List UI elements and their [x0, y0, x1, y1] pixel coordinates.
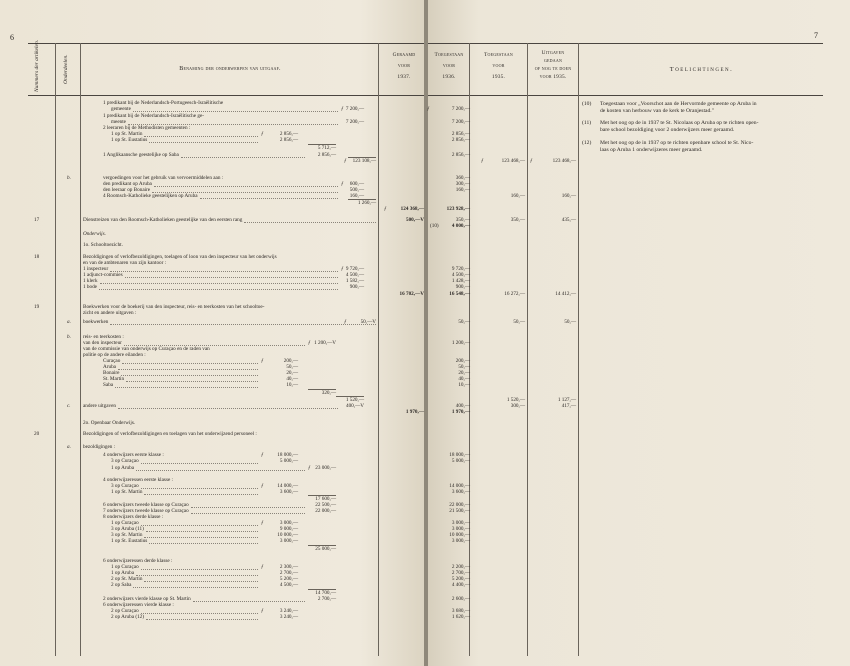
amount: 3 000,— — [451, 526, 470, 532]
leader-dots — [141, 613, 258, 614]
header-subject: Benaming der onderwerpen van uitgaaf. — [179, 66, 281, 72]
header-line: Geraamd — [392, 52, 416, 58]
sub-part-letter: c. — [67, 403, 71, 409]
amount: 1 520,— — [506, 397, 525, 403]
row-label: Curaçao — [103, 358, 121, 364]
row-label: 1 op St. Eustatius — [111, 137, 148, 143]
amount: 22 000,— — [315, 508, 336, 514]
amount: 10 000,— — [277, 532, 298, 538]
row-label: 3 op Curaçao — [111, 483, 139, 489]
header-line: voor — [397, 63, 411, 69]
leader-dots — [181, 157, 305, 158]
row-label: 1 Anglikaansche geestelijke op Saba — [103, 152, 179, 158]
currency-symbol: ƒ — [341, 106, 344, 112]
leader-dots — [110, 271, 338, 272]
col-rule — [578, 43, 579, 656]
row-label: 3 op Aruba (11) — [111, 526, 144, 532]
amount: 7 200,— — [451, 119, 470, 125]
row-label: van de commissie van onderwijs op Curaçao en de raden van — [83, 346, 210, 352]
row-label: 4 Roomsch-Katholieke geestelijken op Aruba — [103, 193, 198, 199]
leader-dots — [191, 507, 305, 508]
header-toelichtingen: Toelichtingen. — [669, 66, 734, 73]
amount: 2 856,— — [451, 152, 470, 158]
row-label: meente — [111, 119, 126, 125]
amount: 1 260,— — [357, 200, 376, 206]
article-number: 20 — [34, 431, 40, 437]
header-line: Uitgaven — [541, 50, 565, 56]
amount: 350,— — [510, 217, 525, 223]
header-article-numbers: Nummers der artikelen. — [34, 39, 40, 92]
row-label: Aruba — [103, 364, 116, 370]
amount: 5 000,— — [451, 458, 470, 464]
leader-dots — [133, 587, 258, 588]
amount: 160,— — [510, 193, 525, 199]
amount: 123 468,— — [552, 158, 576, 164]
subtotal-rule — [308, 495, 336, 496]
amount: 40,— — [458, 376, 470, 382]
amount: 160,— — [561, 193, 576, 199]
amount: 3 000,— — [279, 538, 298, 544]
leader-dots — [118, 408, 338, 409]
row-label: zicht en andere uitgaven : — [83, 310, 137, 316]
currency-symbol: ƒ — [261, 131, 264, 137]
sub-part-letter: b. — [67, 175, 71, 181]
subtotal-rule — [308, 144, 336, 145]
page-number-right: 7 — [814, 31, 818, 40]
right-page — [428, 0, 850, 666]
header-line: voor 1935. — [539, 74, 567, 80]
amount: 14 000,— — [449, 483, 470, 489]
row-label: en van de ambtenaren van zijn kantoor : — [83, 260, 167, 266]
leader-dots — [154, 186, 338, 187]
col-rule — [378, 43, 379, 656]
row-label: Bezoldigingen of verlofbezoldigingen, toelagen of loon van den inspecteur van het onderwijs — [83, 254, 277, 260]
amount: 7 200,— — [345, 106, 364, 112]
col-rule — [80, 43, 81, 656]
row-label: 7 onderwijzers tweede klasse op Curaçao — [103, 508, 189, 514]
sub-part-letter: a. — [67, 444, 71, 450]
subtotal-rule — [308, 589, 336, 590]
row-label: 2 op Aruba (12) — [111, 614, 144, 620]
amount: 300,— — [510, 403, 525, 409]
row-label: politie op de andere eilanden : — [83, 352, 146, 358]
amount: 2 200,— — [451, 564, 470, 570]
header-line: of nog te doen — [534, 66, 572, 72]
leader-dots — [136, 575, 258, 576]
amount: 900,— — [455, 284, 470, 290]
leader-dots — [125, 277, 338, 278]
amount: 50,— — [286, 364, 298, 370]
amount: 435,— — [561, 217, 576, 223]
currency-symbol: ƒ — [341, 266, 344, 272]
amount: 3 000,— — [279, 520, 298, 526]
header-sub-parts: Onderdeelen. — [63, 54, 69, 84]
amount: 2 856,— — [451, 137, 470, 143]
row-label: 1 op St. Martin — [111, 489, 143, 495]
amount: 4 000,— — [451, 223, 470, 229]
note-text-line: de kosten van herbouw van de kerk te Oranjestad." — [600, 108, 714, 114]
amount: 18 000,— — [277, 452, 298, 458]
amount: 4 500,— — [451, 272, 470, 278]
header-line: 1935. — [491, 74, 506, 80]
leader-dots — [122, 363, 258, 364]
amount: 1 620,— — [451, 614, 470, 620]
leader-dots — [133, 111, 338, 112]
row-label: 1 inspecteur — [83, 266, 109, 272]
subtotal-rule — [308, 545, 336, 546]
amount: 500,—V — [405, 217, 424, 223]
row-label: 1 bode — [83, 284, 97, 290]
currency-symbol: ƒ — [261, 358, 264, 364]
amount: 22 500,— — [315, 502, 336, 508]
header-line: 1936. — [442, 74, 456, 80]
currency-symbol: ƒ — [308, 465, 311, 471]
amount: 3 680,— — [451, 608, 470, 614]
row-label: 4 onderwijzers eerste klasse : — [103, 452, 164, 458]
currency-symbol: ƒ — [261, 564, 264, 570]
amount: 360,— — [455, 175, 470, 181]
amount: 5 200,— — [451, 576, 470, 582]
amount: 1 520,— — [345, 397, 364, 403]
amount: 9 000,— — [279, 526, 298, 532]
leader-dots — [149, 543, 258, 544]
row-label: boekwerken — [83, 319, 109, 325]
page-number-left: 6 — [10, 33, 14, 42]
leader-dots — [149, 142, 258, 143]
row-label: 1 op St. Eustatius — [111, 538, 148, 544]
row-label: 1 predikant bij de Nederlandsch-Portugeesch-Israëlitische — [103, 100, 224, 106]
row-label: andere uitgaven — [83, 403, 116, 409]
leader-dots — [200, 198, 338, 199]
amount: 124 368,— — [400, 206, 424, 212]
amount: 16 702,—V — [399, 291, 424, 297]
amount: 300,— — [455, 181, 470, 187]
amount: 50,—V — [360, 319, 376, 325]
header-bottom-rule-left — [28, 95, 424, 96]
row-label: Saba — [103, 382, 114, 388]
leader-dots — [144, 136, 258, 137]
leader-dots — [118, 369, 258, 370]
row-label: 1 adjunct-commies — [83, 272, 123, 278]
sub-part-letter: b. — [67, 334, 71, 340]
header-top-rule-left — [28, 43, 424, 44]
amount: 5 712,— — [317, 145, 336, 151]
header-uitgaven — [528, 50, 578, 81]
amount: 320,— — [321, 390, 336, 396]
currency-symbol: ƒ — [530, 158, 533, 164]
amount: 21 500,— — [449, 508, 470, 514]
currency-symbol: ƒ — [344, 158, 347, 164]
amount: 1 582,— — [345, 278, 364, 284]
header-line: voor — [492, 63, 505, 69]
amount: 500,— — [349, 187, 364, 193]
currency-symbol: ƒ — [384, 206, 387, 212]
row-label: 1 predikant bij de Nederlandsch-Israëlitische ge- — [103, 113, 204, 119]
amount: 1 127,— — [557, 397, 576, 403]
leader-dots — [144, 581, 258, 582]
leader-dots — [144, 537, 258, 538]
amount: 2 856,— — [451, 131, 470, 137]
amount: 160,— — [349, 193, 364, 199]
amount: 2 700,— — [451, 570, 470, 576]
row-label: 1 op Aruba — [111, 570, 135, 576]
subtotal-rule — [348, 157, 376, 158]
row-label: vergoedingen voor het gebruik van vervoermiddelen aan : — [103, 175, 224, 181]
leader-dots — [121, 375, 258, 376]
row-label: den leeraar op Bonaire — [103, 187, 151, 193]
amount: 200,— — [455, 358, 470, 364]
row-label: gemeente — [111, 106, 131, 112]
currency-symbol: ƒ — [308, 340, 311, 346]
header-line: gedaan — [543, 58, 563, 64]
row-label: Boekwerken voor de boekerij van den inspecteur, reis- en teerkosten van het schooltoe- — [83, 304, 265, 310]
row-label: 8 onderwijzers derde klasse : — [103, 514, 164, 520]
amount: 4 400,— — [451, 582, 470, 588]
amount: 9 720,— — [451, 266, 470, 272]
header-line: Toegestaan — [434, 52, 464, 58]
row-label: reis- en teerkosten : — [83, 334, 124, 340]
amount: 1 970,— — [405, 409, 424, 415]
amount: 40,— — [286, 376, 298, 382]
leader-dots — [115, 387, 258, 388]
amount: 3 000,— — [451, 538, 470, 544]
amount: 3 240,— — [279, 608, 298, 614]
header-geraamd — [380, 52, 428, 81]
row-label: Bonaire — [103, 370, 120, 376]
amount: 2 700,— — [317, 596, 336, 602]
amount: 9 720,— — [345, 266, 364, 272]
amount: 7 200,— — [451, 106, 470, 112]
row-label: 3 op St. Martin — [111, 532, 143, 538]
amount: 2 856,— — [317, 152, 336, 158]
header-bottom-rule-right — [428, 95, 823, 96]
header-line: Toegestaan — [484, 52, 513, 58]
row-label: 1 op Curaçao — [111, 564, 139, 570]
amount: 14 000,— — [277, 483, 298, 489]
amount: 16 548,— — [449, 291, 470, 297]
amount: 10 000,— — [449, 532, 470, 538]
sub-part-letter: a. — [67, 319, 71, 325]
amount: 123 928,— — [446, 206, 470, 212]
row-label: Onderwijs. — [83, 231, 106, 237]
amount: 2 856,— — [279, 131, 298, 137]
leader-dots — [126, 381, 258, 382]
leader-dots — [141, 463, 258, 464]
row-label: 2 onderwijzers vierde klasse op St. Martin — [103, 596, 191, 602]
amount: 50,— — [564, 319, 576, 325]
leader-dots — [193, 601, 305, 602]
leader-dots — [99, 289, 338, 290]
amount: 123 468,— — [501, 158, 525, 164]
subtotal-rule — [336, 396, 364, 397]
amount: 3 600,— — [279, 489, 298, 495]
currency-symbol: ƒ — [261, 608, 264, 614]
amount: 2 600,— — [451, 596, 470, 602]
leader-dots — [146, 619, 258, 620]
amount: 2 300,— — [279, 564, 298, 570]
row-label: 2o. Openbaar Onderwijs. — [83, 420, 136, 426]
amount: 14 700,— — [315, 590, 336, 596]
leader-dots — [136, 470, 305, 471]
amount: 200,— — [283, 358, 298, 364]
amount: 1 970,— — [451, 409, 470, 415]
header-toegestaan-1935 — [470, 52, 527, 81]
row-label: van den inspecteur — [83, 340, 122, 346]
row-label: 1 op Curaçao — [111, 520, 139, 526]
note-text-line: Met het oog op de in 1937 te St. Nicolaas op Aruba op te richten open- — [600, 120, 759, 126]
amount: 400,—V — [345, 403, 364, 409]
header-line: voor — [442, 63, 456, 69]
row-label: 1o. Schooltoezicht. — [83, 242, 123, 248]
amount: 160,— — [455, 187, 470, 193]
row-label: 6 onderwijzeressen derde klasse : — [103, 558, 173, 564]
currency-symbol: ƒ — [341, 181, 344, 187]
col-rule — [55, 43, 56, 656]
amount: 3 240,— — [279, 614, 298, 620]
header-line: 1937. — [397, 74, 411, 80]
amount: 2 700,— — [279, 570, 298, 576]
amount: 50,— — [458, 319, 470, 325]
amount: 25 000,— — [315, 546, 336, 552]
row-label: 1 klerk — [83, 278, 98, 284]
amount: 16 272,— — [504, 291, 525, 297]
amount: 18 000,— — [449, 452, 470, 458]
amount: 2 856,— — [279, 137, 298, 143]
currency-symbol: ƒ — [261, 520, 264, 526]
article-number: 17 — [34, 217, 40, 223]
row-label: Bezoldigingen of verlofbezoldigingen en toelagen van het onderwijzend personeel : — [83, 431, 257, 437]
note-text-line: Met het oog op de in 1937 op te richten openbare school te St. Nico- — [600, 140, 754, 146]
row-label: bezoldigingen : — [83, 444, 116, 450]
amount: 3 000,— — [451, 520, 470, 526]
note-text-line: Toegestaan voor „Voorschot aan de Hervormde gemeente op Aruba in — [600, 101, 757, 107]
leader-dots — [100, 283, 338, 284]
amount: 123 108,— — [352, 158, 376, 164]
amount: 400,— — [455, 403, 470, 409]
leader-dots — [191, 513, 305, 514]
row-label: 2 op Curaçao — [111, 608, 139, 614]
amount: 900,— — [349, 284, 364, 290]
leader-dots — [110, 324, 376, 325]
amount: 1 200,— — [451, 340, 470, 346]
leader-dots — [146, 531, 258, 532]
amount: 7 200,— — [345, 119, 364, 125]
row-label: 4 onderwijzeressen eerste klasse : — [103, 477, 174, 483]
subtotal-rule — [308, 389, 336, 390]
leader-dots — [144, 494, 258, 495]
amount: 350,— — [455, 217, 470, 223]
row-label: 2 op Saba — [111, 582, 132, 588]
currency-symbol: ƒ — [427, 106, 430, 112]
row-label: 2 op St. Martin — [111, 576, 143, 582]
leader-dots — [244, 222, 376, 223]
amount: 10,— — [286, 382, 298, 388]
row-label: Dienstreizen van den Roomsch-Katholieken geestelijke van den eersten rang — [83, 217, 243, 223]
currency-symbol: ƒ — [261, 452, 264, 458]
amount: 50,— — [513, 319, 525, 325]
row-label: 6 onderwijzeressen vierde klasse : — [103, 602, 174, 608]
col-rule — [527, 43, 528, 656]
amount: 1 428,— — [451, 278, 470, 284]
article-number: 19 — [34, 304, 40, 310]
amount: 50,— — [458, 364, 470, 370]
amount: 3 600,— — [451, 489, 470, 495]
subtotal-rule — [348, 199, 376, 200]
amount: 20,— — [458, 370, 470, 376]
row-label: 2 leeraren bij de Methodisten gemeenten : — [103, 125, 191, 131]
row-label: 1 op St. Martin — [111, 131, 143, 137]
currency-symbol: ƒ — [344, 319, 347, 325]
amount: 4 500,— — [279, 582, 298, 588]
note-text-line: laas op Aruba 1 onderwijzeres meer geraamd. — [600, 147, 703, 153]
amount: 1 200,—V — [314, 340, 336, 346]
currency-symbol: ƒ — [481, 158, 484, 164]
row-label: den predikant op Aruba — [103, 181, 152, 187]
note-number: (11) — [582, 120, 592, 126]
leader-dots — [141, 525, 258, 526]
article-number: 18 — [34, 254, 40, 260]
amount: 22 000,— — [449, 502, 470, 508]
amount: 5 200,— — [279, 576, 298, 582]
header-toegestaan-1936 — [429, 52, 469, 81]
leader-dots — [141, 569, 258, 570]
leader-dots — [141, 488, 258, 489]
row-label: 1 op Aruba — [111, 465, 135, 471]
amount: 600,— — [349, 181, 364, 187]
currency-symbol: ƒ — [261, 483, 264, 489]
amount: 4 500,— — [345, 272, 364, 278]
amount: 5 000,— — [279, 458, 298, 464]
row-label: 6 onderwijzers tweede klasse op Curaçao — [103, 502, 189, 508]
amount: 10,— — [458, 382, 470, 388]
note-text-line: bare school bezoldiging voor 2 onderwijzers meer geraamd. — [600, 127, 735, 133]
row-label: St. Martin — [103, 376, 125, 382]
header-top-rule-right — [428, 43, 823, 44]
amount: 20,— — [286, 370, 298, 376]
amount: 14 412,— — [555, 291, 576, 297]
note-reference: (10) — [430, 223, 439, 229]
amount: 417,— — [561, 403, 576, 409]
amount: 17 600,— — [315, 496, 336, 502]
row-label: 3 op Curaçao — [111, 458, 139, 464]
amount: 23 000,— — [315, 465, 336, 471]
note-number: (10) — [582, 101, 592, 107]
note-number: (12) — [582, 140, 592, 146]
